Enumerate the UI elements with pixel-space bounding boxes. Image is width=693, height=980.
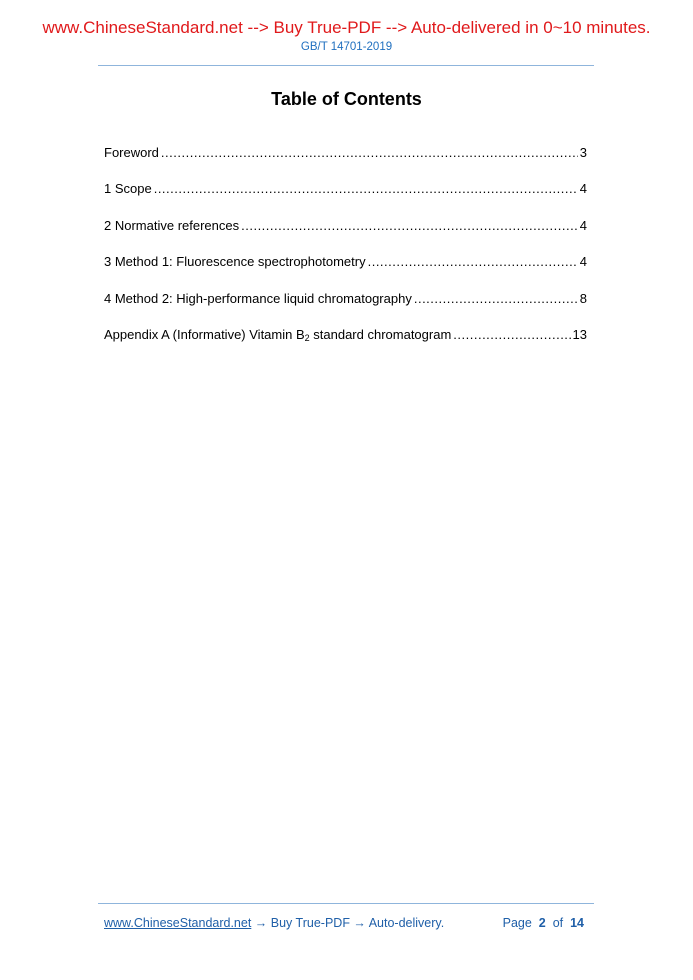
- toc-entry-page: 4: [579, 254, 587, 270]
- toc-entry-appendix-a[interactable]: [104, 327, 587, 363]
- toc-entry-scope[interactable]: [104, 181, 587, 217]
- toc-entry-label: 3 Method 1: Fluorescence spectrophotometry: [104, 254, 366, 270]
- toc-label-suffix: standard chromatogram: [309, 326, 452, 342]
- arrow-right-icon: →: [349, 916, 369, 930]
- toc-entry-label: [104, 327, 451, 343]
- footer-link[interactable]: [104, 916, 444, 930]
- toc-entry-page: 8: [579, 290, 587, 306]
- toc-entry-page: 4: [579, 181, 587, 197]
- footer-link-text-2: Auto-delivery.: [368, 916, 445, 930]
- toc-leader-dots: [154, 181, 578, 196]
- toc-entry-page: 4: [579, 217, 587, 233]
- page-prefix: Page: [502, 916, 532, 930]
- footer-divider: [98, 903, 594, 904]
- footer-link-text-1: Buy True-PDF: [270, 916, 350, 930]
- header-banner[interactable]: www.ChineseStandard.net --> Buy True-PDF --> Auto-delivered in 0~10 minutes.: [42, 18, 651, 37]
- toc-leader-dots: [368, 254, 578, 269]
- toc-entry-foreword[interactable]: [104, 145, 587, 181]
- footer-url[interactable]: www.ChineseStandard.net: [104, 916, 252, 930]
- toc-leader-dots: [241, 218, 578, 233]
- toc-entry-label: 2 Normative references: [104, 217, 240, 233]
- page-indicator: [503, 916, 584, 930]
- toc-leader-dots: [161, 145, 578, 160]
- standard-code: GB/T 14701-2019: [300, 41, 393, 53]
- toc-leader-dots: [414, 291, 578, 306]
- table-of-contents: [104, 145, 587, 363]
- page-current: 2: [538, 916, 546, 930]
- toc-entry-label: Foreword: [104, 145, 159, 160]
- toc-entry-normative-references[interactable]: [104, 218, 587, 254]
- toc-entry-label: 4 Method 2: High-performance liquid chromatography: [104, 290, 412, 306]
- toc-label-subscript: 2: [304, 332, 310, 343]
- arrow-right-icon: →: [251, 916, 271, 930]
- toc-entry-page: 13: [572, 326, 587, 342]
- page-total: 14: [570, 916, 584, 930]
- toc-entry-method-2[interactable]: [104, 291, 587, 327]
- header-divider: [98, 65, 594, 66]
- toc-title: Table of Contents: [271, 89, 422, 109]
- toc-label-prefix: Appendix A (Informative) Vitamin B: [104, 326, 305, 342]
- toc-leader-dots: [453, 327, 570, 342]
- page-of: of: [552, 916, 564, 930]
- toc-entry-method-1[interactable]: [104, 254, 587, 290]
- toc-entry-page: 3: [579, 145, 587, 160]
- toc-entry-label: 1 Scope: [104, 181, 152, 197]
